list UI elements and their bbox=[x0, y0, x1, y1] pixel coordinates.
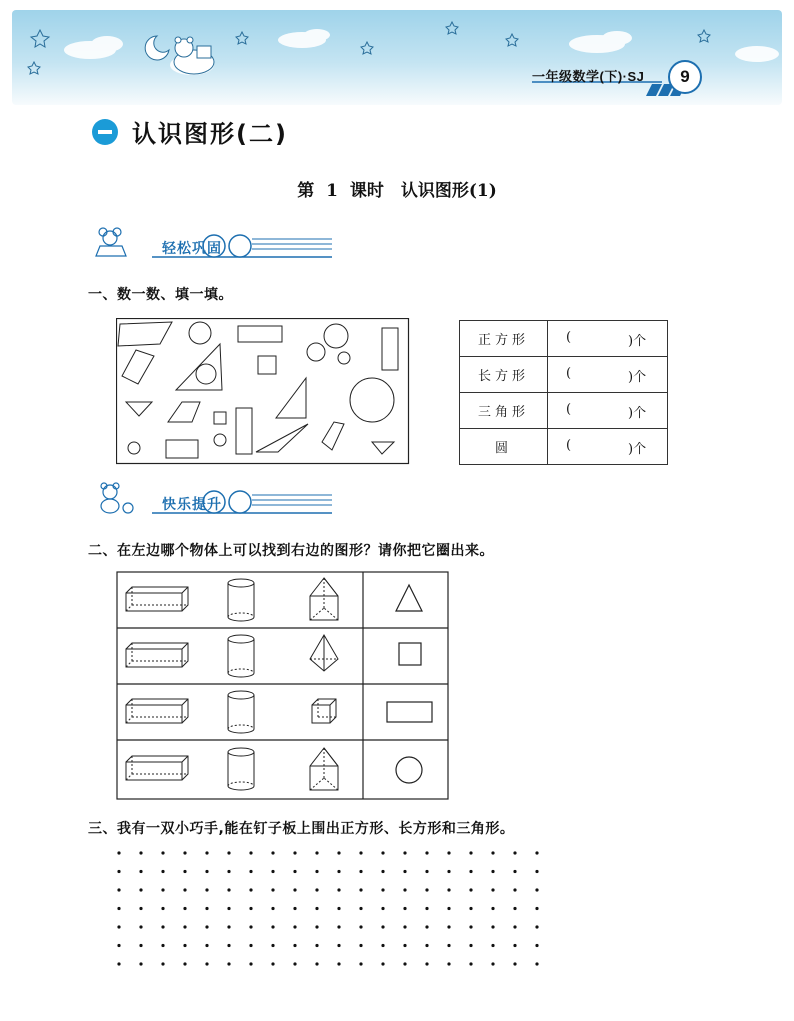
peg-dot[interactable] bbox=[271, 925, 274, 928]
square-shape bbox=[214, 412, 226, 424]
peg-dot[interactable] bbox=[359, 925, 362, 928]
cylinder-icon bbox=[228, 691, 254, 733]
peg-dot[interactable] bbox=[271, 907, 274, 910]
peg-dot[interactable] bbox=[513, 907, 516, 910]
page-number: 9 bbox=[668, 60, 702, 94]
peg-dot[interactable] bbox=[403, 888, 406, 891]
circle-shape bbox=[338, 352, 350, 364]
paren-close: )个 bbox=[628, 334, 647, 349]
peg-dot[interactable] bbox=[513, 888, 516, 891]
peg-dot[interactable] bbox=[227, 851, 230, 854]
triangle-target-icon bbox=[396, 585, 422, 611]
peg-dot[interactable] bbox=[183, 944, 186, 947]
peg-dot[interactable] bbox=[117, 907, 120, 910]
peg-dot[interactable] bbox=[183, 925, 186, 928]
peg-dot[interactable] bbox=[447, 962, 450, 965]
peg-dot[interactable] bbox=[117, 870, 120, 873]
triangle-shape bbox=[276, 378, 306, 418]
peg-dot[interactable] bbox=[447, 944, 450, 947]
peg-dot[interactable] bbox=[491, 851, 494, 854]
cuboid-icon bbox=[126, 587, 188, 611]
rectangle-target-icon bbox=[387, 702, 432, 722]
paren-open: ( bbox=[566, 330, 572, 345]
peg-dot[interactable] bbox=[535, 851, 538, 854]
sky-decoration bbox=[12, 10, 782, 105]
rectangle-shape bbox=[122, 350, 154, 384]
peg-dot[interactable] bbox=[469, 962, 472, 965]
peg-dot[interactable] bbox=[139, 870, 142, 873]
rectangle-shape bbox=[382, 328, 398, 370]
peg-dot[interactable] bbox=[315, 925, 318, 928]
peg-dot[interactable] bbox=[425, 888, 428, 891]
peg-dot[interactable] bbox=[403, 907, 406, 910]
peg-dot[interactable] bbox=[315, 888, 318, 891]
peg-dot[interactable] bbox=[337, 870, 340, 873]
peg-dot[interactable] bbox=[249, 907, 252, 910]
peg-dot[interactable] bbox=[227, 925, 230, 928]
bear-mascot-icon bbox=[101, 483, 133, 513]
peg-dot[interactable] bbox=[161, 888, 164, 891]
peg-dot[interactable] bbox=[139, 944, 142, 947]
triangular-prism-icon bbox=[310, 748, 338, 790]
peg-dot[interactable] bbox=[227, 907, 230, 910]
table-row bbox=[460, 429, 668, 465]
table-row bbox=[460, 393, 668, 429]
peg-dot[interactable] bbox=[315, 907, 318, 910]
peg-dot[interactable] bbox=[469, 907, 472, 910]
peg-dot[interactable] bbox=[403, 925, 406, 928]
peg-dot[interactable] bbox=[359, 944, 362, 947]
peg-dot[interactable] bbox=[161, 944, 164, 947]
peg-dot[interactable] bbox=[535, 925, 538, 928]
peg-dot[interactable] bbox=[271, 870, 274, 873]
peg-dot[interactable] bbox=[117, 944, 120, 947]
peg-dot[interactable] bbox=[491, 870, 494, 873]
paren-close: )个 bbox=[628, 370, 647, 385]
rectangle-shape bbox=[322, 422, 344, 450]
peg-dot[interactable] bbox=[359, 962, 362, 965]
cylinder-icon bbox=[228, 579, 254, 621]
peg-dot[interactable] bbox=[425, 907, 428, 910]
peg-dot[interactable] bbox=[469, 944, 472, 947]
triangle-shape bbox=[126, 402, 152, 416]
peg-dot[interactable] bbox=[227, 944, 230, 947]
peg-dot[interactable] bbox=[403, 851, 406, 854]
rectangle-shape bbox=[236, 408, 252, 454]
peg-dot[interactable] bbox=[249, 851, 252, 854]
peg-dot[interactable] bbox=[447, 925, 450, 928]
match-table bbox=[116, 571, 450, 801]
row-label: 正方形 bbox=[460, 321, 548, 357]
peg-dot[interactable] bbox=[249, 944, 252, 947]
row-label: 三角形 bbox=[460, 393, 548, 429]
numeral-two-icon bbox=[92, 119, 118, 145]
peg-dot[interactable] bbox=[271, 851, 274, 854]
peg-dot[interactable] bbox=[469, 888, 472, 891]
peg-dot[interactable] bbox=[161, 925, 164, 928]
peg-dot[interactable] bbox=[403, 962, 406, 965]
square-pyramid-icon bbox=[310, 635, 338, 671]
peg-dot[interactable] bbox=[183, 907, 186, 910]
row-label: 圆 bbox=[460, 429, 548, 465]
table-row bbox=[460, 321, 668, 357]
peg-dot[interactable] bbox=[359, 888, 362, 891]
peg-dot[interactable] bbox=[161, 851, 164, 854]
cuboid-icon bbox=[126, 699, 188, 723]
peg-dot[interactable] bbox=[293, 851, 296, 854]
peg-dot[interactable] bbox=[447, 851, 450, 854]
peg-dot[interactable] bbox=[491, 888, 494, 891]
peg-dot[interactable] bbox=[139, 925, 142, 928]
peg-dot[interactable] bbox=[315, 870, 318, 873]
peg-dot[interactable] bbox=[337, 851, 340, 854]
answer-cell[interactable] bbox=[548, 393, 668, 429]
peg-dot[interactable] bbox=[425, 925, 428, 928]
peg-dot[interactable] bbox=[315, 851, 318, 854]
question-3: 三、我有一双小巧手,能在钉子板上围出正方形、长方形和三角形。 bbox=[88, 821, 515, 837]
circle-shape bbox=[189, 322, 211, 344]
peg-dot[interactable] bbox=[447, 907, 450, 910]
paren-close: )个 bbox=[628, 442, 647, 457]
peg-dot[interactable] bbox=[447, 888, 450, 891]
row-label: 长方形 bbox=[460, 357, 548, 393]
peg-dot[interactable] bbox=[205, 907, 208, 910]
circle-shape bbox=[128, 442, 140, 454]
peg-dot[interactable] bbox=[469, 925, 472, 928]
peg-dot[interactable] bbox=[381, 870, 384, 873]
peg-dot[interactable] bbox=[205, 870, 208, 873]
circle-shape bbox=[196, 364, 216, 384]
peg-dot[interactable] bbox=[271, 888, 274, 891]
triangle-shape bbox=[256, 424, 308, 452]
answer-cell[interactable] bbox=[548, 321, 668, 357]
bear-mascot bbox=[174, 37, 214, 74]
peg-dot[interactable] bbox=[117, 888, 120, 891]
pegboard[interactable] bbox=[110, 845, 550, 977]
peg-dot[interactable] bbox=[337, 888, 340, 891]
cuboid-icon bbox=[126, 643, 188, 667]
peg-dot[interactable] bbox=[535, 944, 538, 947]
peg-dot[interactable] bbox=[359, 870, 362, 873]
lesson-title: 第 1 课时 认识图形(1) bbox=[297, 181, 497, 201]
peg-dot[interactable] bbox=[315, 962, 318, 965]
peg-dot[interactable] bbox=[491, 925, 494, 928]
peg-dot[interactable] bbox=[513, 870, 516, 873]
peg-dot[interactable] bbox=[205, 962, 208, 965]
peg-dot[interactable] bbox=[205, 944, 208, 947]
peg-dot[interactable] bbox=[161, 870, 164, 873]
peg-dot[interactable] bbox=[381, 851, 384, 854]
practice-tag-label: 轻松巩固 bbox=[162, 241, 222, 257]
improve-tag-label: 快乐提升 bbox=[162, 497, 222, 513]
cuboid-icon bbox=[126, 756, 188, 780]
peg-dot[interactable] bbox=[293, 870, 296, 873]
peg-dot[interactable] bbox=[139, 888, 142, 891]
peg-dot[interactable] bbox=[249, 962, 252, 965]
peg-dot[interactable] bbox=[535, 870, 538, 873]
peg-dot[interactable] bbox=[513, 925, 516, 928]
peg-dot[interactable] bbox=[205, 851, 208, 854]
peg-dot[interactable] bbox=[183, 888, 186, 891]
book-label: 一年级数学(下)·SJ bbox=[532, 69, 645, 84]
peg-dot[interactable] bbox=[161, 907, 164, 910]
peg-dot[interactable] bbox=[293, 944, 296, 947]
peg-dot[interactable] bbox=[183, 962, 186, 965]
peg-dot[interactable] bbox=[161, 962, 164, 965]
peg-dot[interactable] bbox=[403, 870, 406, 873]
paren-open: ( bbox=[566, 402, 572, 417]
peg-dot[interactable] bbox=[403, 944, 406, 947]
triangular-prism-icon bbox=[310, 578, 338, 620]
peg-dot[interactable] bbox=[359, 907, 362, 910]
square-shape bbox=[258, 356, 276, 374]
peg-dot[interactable] bbox=[337, 962, 340, 965]
peg-dot[interactable] bbox=[227, 870, 230, 873]
peg-dot[interactable] bbox=[139, 907, 142, 910]
peg-dot[interactable] bbox=[491, 962, 494, 965]
circle-shape bbox=[324, 324, 348, 348]
square-target-icon bbox=[399, 643, 421, 665]
peg-dot[interactable] bbox=[205, 925, 208, 928]
cylinder-icon bbox=[228, 635, 254, 677]
header-banner bbox=[12, 10, 782, 105]
peg-dot[interactable] bbox=[469, 870, 472, 873]
peg-dot[interactable] bbox=[271, 962, 274, 965]
section-title-text: 认识图形(二) bbox=[132, 120, 288, 148]
paren-open: ( bbox=[566, 438, 572, 453]
peg-dot[interactable] bbox=[249, 925, 252, 928]
count-table bbox=[459, 320, 668, 465]
peg-dot[interactable] bbox=[535, 907, 538, 910]
parallelogram-shape bbox=[118, 322, 172, 346]
peg-dot[interactable] bbox=[293, 925, 296, 928]
answer-cell[interactable] bbox=[548, 357, 668, 393]
peg-dot[interactable] bbox=[381, 925, 384, 928]
peg-dot[interactable] bbox=[381, 888, 384, 891]
answer-cell[interactable] bbox=[548, 429, 668, 465]
peg-dot[interactable] bbox=[293, 962, 296, 965]
peg-dot[interactable] bbox=[535, 962, 538, 965]
peg-dot[interactable] bbox=[425, 944, 428, 947]
peg-dot[interactable] bbox=[139, 851, 142, 854]
peg-dot[interactable] bbox=[381, 907, 384, 910]
peg-dot[interactable] bbox=[249, 870, 252, 873]
peg-dot[interactable] bbox=[227, 962, 230, 965]
peg-dot[interactable] bbox=[183, 870, 186, 873]
circle-target-icon bbox=[396, 757, 422, 783]
peg-dot[interactable] bbox=[139, 962, 142, 965]
peg-dot[interactable] bbox=[205, 888, 208, 891]
cube-icon bbox=[312, 699, 336, 723]
question-2: 二、在左边哪个物体上可以找到右边的图形？请你把它圈出来。 bbox=[88, 543, 494, 559]
table-row bbox=[460, 357, 668, 393]
peg-dot[interactable] bbox=[535, 888, 538, 891]
section-title bbox=[92, 114, 288, 149]
peg-dot[interactable] bbox=[513, 962, 516, 965]
peg-dot[interactable] bbox=[117, 925, 120, 928]
parallelogram-shape bbox=[168, 402, 200, 422]
circle-shape bbox=[307, 343, 325, 361]
peg-dot[interactable] bbox=[271, 944, 274, 947]
peg-dot[interactable] bbox=[381, 944, 384, 947]
peg-dot[interactable] bbox=[337, 925, 340, 928]
peg-dot[interactable] bbox=[249, 888, 252, 891]
peg-dot[interactable] bbox=[117, 851, 120, 854]
peg-dot[interactable] bbox=[227, 888, 230, 891]
peg-dot[interactable] bbox=[293, 888, 296, 891]
shapes-figure bbox=[116, 318, 410, 465]
peg-dot[interactable] bbox=[513, 944, 516, 947]
question-1: 一、数一数、填一填。 bbox=[88, 287, 233, 303]
peg-dot[interactable] bbox=[337, 907, 340, 910]
peg-dot[interactable] bbox=[469, 851, 472, 854]
peg-dot[interactable] bbox=[381, 962, 384, 965]
peg-dot[interactable] bbox=[293, 907, 296, 910]
paren-open: ( bbox=[566, 366, 572, 381]
triangle-shape bbox=[372, 442, 394, 454]
peg-dot[interactable] bbox=[337, 944, 340, 947]
paren-close: )个 bbox=[628, 406, 647, 421]
peg-dot[interactable] bbox=[491, 907, 494, 910]
peg-dot[interactable] bbox=[425, 870, 428, 873]
mouse-mascot-icon bbox=[96, 228, 126, 256]
peg-dot[interactable] bbox=[491, 944, 494, 947]
peg-dot[interactable] bbox=[315, 944, 318, 947]
peg-dot[interactable] bbox=[425, 962, 428, 965]
peg-dot[interactable] bbox=[447, 870, 450, 873]
circle-shape bbox=[350, 378, 394, 422]
rectangle-shape bbox=[238, 326, 282, 342]
rectangle-shape bbox=[166, 440, 198, 458]
cylinder-icon bbox=[228, 748, 254, 790]
peg-dot[interactable] bbox=[117, 962, 120, 965]
peg-dot[interactable] bbox=[513, 851, 516, 854]
peg-dot[interactable] bbox=[359, 851, 362, 854]
circle-shape bbox=[214, 434, 226, 446]
peg-dot[interactable] bbox=[425, 851, 428, 854]
peg-dot[interactable] bbox=[183, 851, 186, 854]
